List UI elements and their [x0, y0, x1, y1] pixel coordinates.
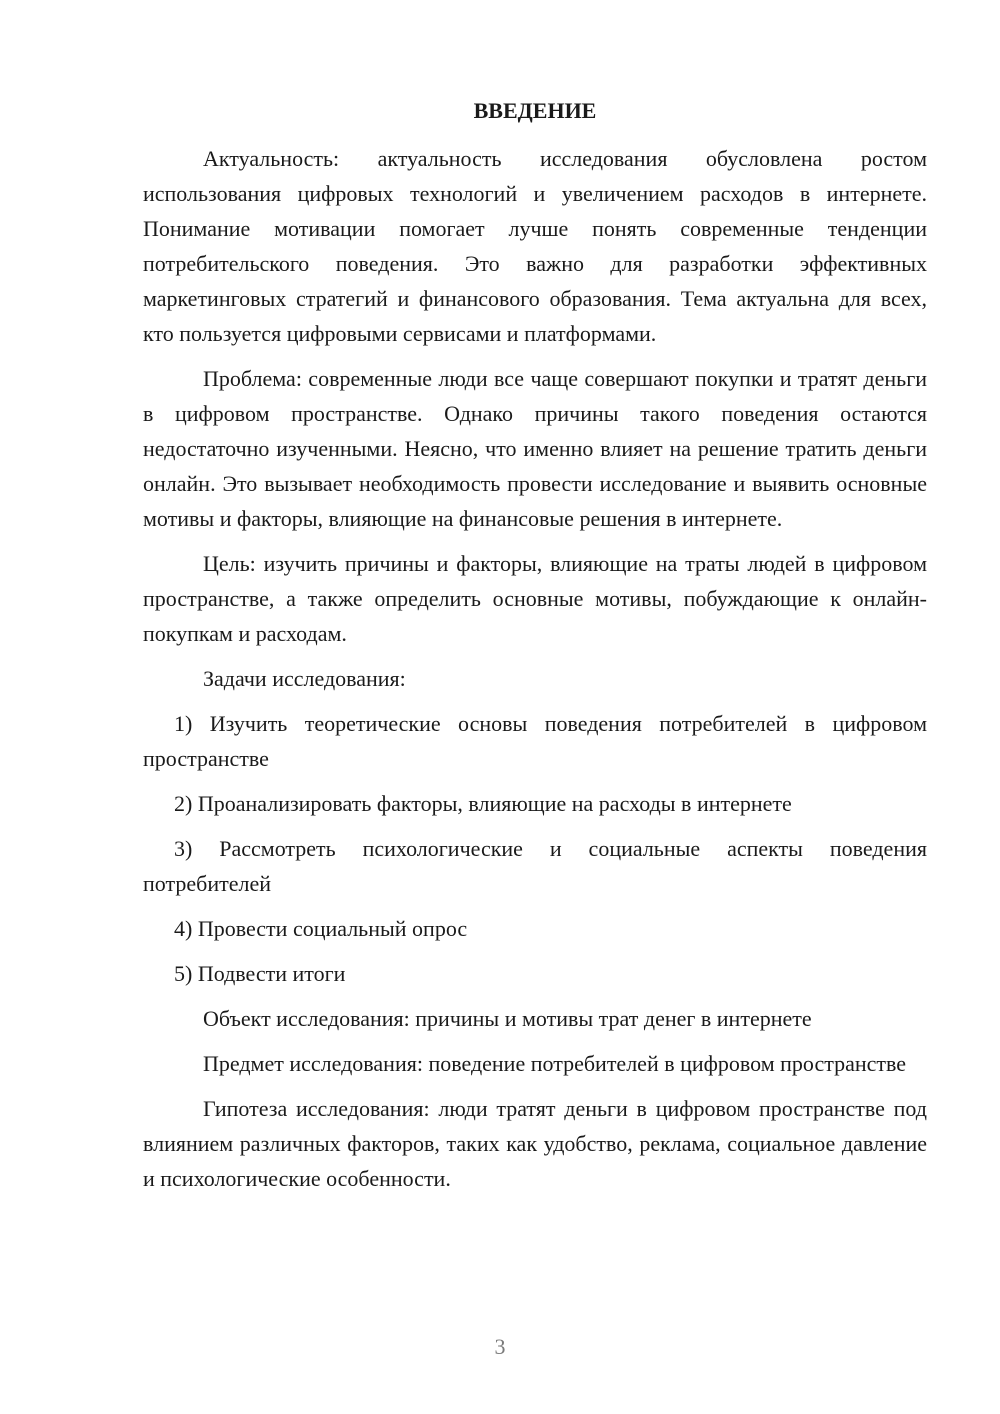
paragraph-relevance: Актуальность: актуальность исследования обусловлена ростом использования цифровых технологий и увеличением расходов в интернете. Понимание мотивации помогает лучше понять современные тенденции потребительского поведения. Это важно для разработки эффективных маркетинговых стратегий и финансового образования. Тема актуальна для всех, кто пользуется цифровыми сервисами и платформами.: [143, 146, 927, 346]
task-item-2: 2) Проанализировать факторы, влияющие на расходы в интернете: [174, 791, 792, 816]
section-title: ВВЕДЕНИЕ: [473, 98, 597, 123]
paragraph-object: Объект исследования: причины и мотивы трат денег в интернете: [203, 1006, 812, 1031]
task-item-4: 4) Провести социальный опрос: [174, 916, 468, 941]
paragraph-hypothesis: Гипотеза исследования: люди тратят деньги в цифровом пространстве под влиянием различных факторов, таких как удобство, реклама, социальное давление и психологические особенности.: [143, 1096, 927, 1191]
paragraph-subject: Предмет исследования: поведение потребителей в цифровом пространстве: [203, 1051, 907, 1076]
paragraph-goal: Цель: изучить причины и факторы, влияющие на траты людей в цифровом пространстве, а также определить основные мотивы, побуждающие к онлайн-покупкам и расходам.: [143, 551, 927, 646]
page-number: 3: [494, 1334, 506, 1359]
task-item-5: 5) Подвести итоги: [174, 961, 346, 986]
task-item-3: 3) Рассмотреть психологические и социальные аспекты поведения потребителей: [143, 836, 927, 896]
paragraph-problem: Проблема: современные люди все чаще совершают покупки и тратят деньги в цифровом пространстве. Однако причины такого поведения остаются недостаточно изученными. Неясно, что именно влияет на решение тратить деньги онлайн. Это вызывает необходимость провести исследование и выявить основные мотивы и факторы, влияющие на финансовые решения в интернете.: [143, 366, 927, 531]
task-item-1: 1) Изучить теоретические основы поведения потребителей в цифровом пространстве: [143, 711, 927, 771]
document-page: [143, 96, 927, 1206]
paragraph-tasks-heading: Задачи исследования:: [203, 666, 406, 691]
